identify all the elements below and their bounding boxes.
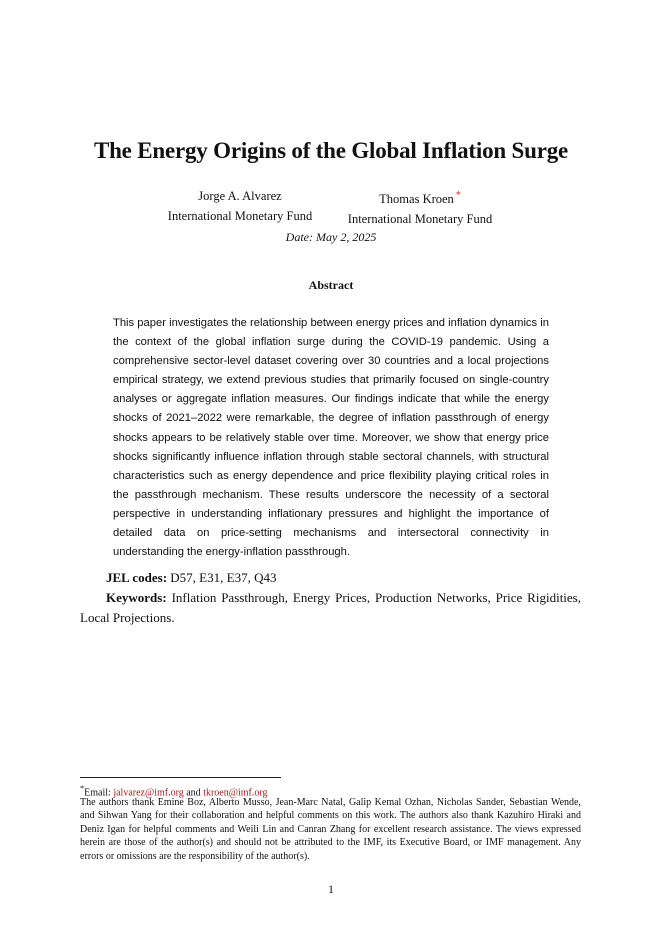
footnote-divider [80,777,281,778]
footnote-marker-link[interactable]: * [455,190,461,201]
paper-title: The Energy Origins of the Global Inflation Surge [93,138,569,163]
abstract-heading: Abstract [308,278,354,292]
footnote-mark: * [80,784,85,793]
author-block-kroen [340,186,500,229]
keywords [80,588,581,628]
author-name: Jorge A. Alvarez [198,189,282,203]
keywords-label: Keywords: [106,590,167,605]
author-name: Thomas Kroen [379,192,454,207]
page-number: 1 [328,882,334,896]
abstract-text: This paper investigates the relationship between energy prices and inflation dynamics in the context of the global inflation surge during the COVID-19 pandemic. Using a comprehensive sector-level dataset covering over 30 countries and a local projections empirical strategy, we extend previous studies that primarily focused on single-country analyses or aggregate inflation measures. Our findings indicate that while the energy shocks of 2021–2022 were remarkable, the degree of inflation passthrough of energy shocks appears to be relatively stable over time. Moreover, we show that energy price shocks significantly influence inflation through stable sectoral channels, with structural characteristics such as energy dependence and price flexibility playing critical roles in the passthrough mechanism. These results underscore the necessity of a sectoral perspective in understanding inflationary pressures and highlight the importance of detailed data on price-setting mechanisms and intersectoral connectivity in understanding the energy-inflation passthrough. [113,317,549,559]
author-affiliation: International Monetary Fund [167,209,313,223]
email-joiner: and [186,787,201,799]
author-affiliation: International Monetary Fund [347,212,493,227]
email-label: Email: [84,787,111,799]
jel-value: D57, E31, E37, Q43 [170,570,277,585]
jel-label: JEL codes: [106,570,168,585]
email-link-alvarez[interactable]: jalvarez@imf.org [113,787,184,799]
author-block-alvarez [160,186,320,226]
email-link-kroen[interactable]: tkroen@imf.org [203,787,268,799]
jel-codes [106,568,276,587]
paper-date: Date: May 2, 2025 [285,230,377,244]
footnote-acknowledgements: The authors thank Emine Boz, Alberto Musso, Jean-Marc Natal, Galip Kemal Ozhan, Nicholas Sander, Sebastian Wende, and Sihwan Yang for their collaboration and helpful comments on this work. The authors also thank Kazuhiro Hiraki and Deniz Igan for helpful comments and Weili Lin and Canran Zhang for excellent research assistance. The views expressed herein are those of the author(s) and should not be attributed to the IMF, its Executive Board, or IMF management. Any errors or omissions are the responsibility of the author(s). [80,797,581,862]
keywords-value: Inflation Passthrough, Energy Prices, Production Networks, Price Rigidities, Local Projections. [80,590,581,625]
